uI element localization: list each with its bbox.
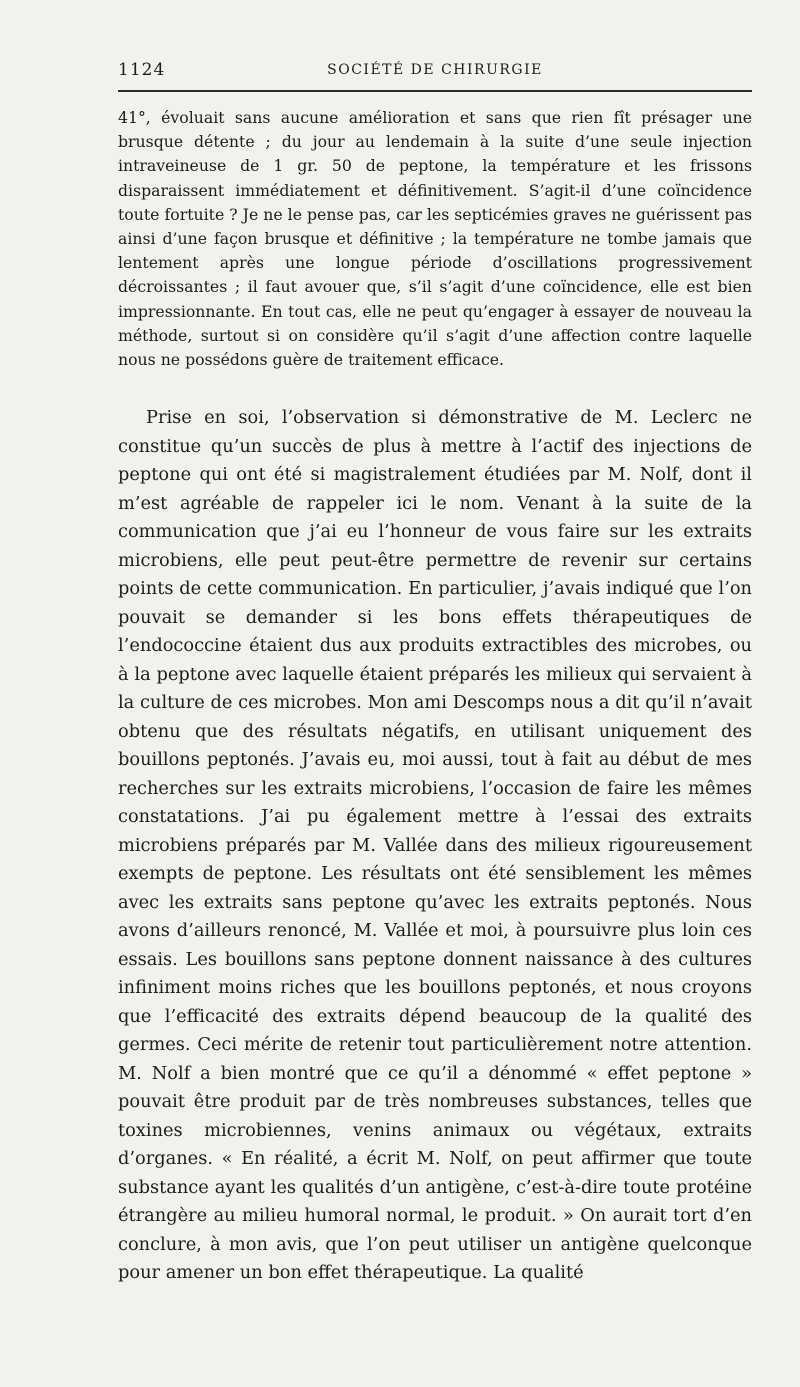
paragraph-main: Prise en soi, l’observation si démonstrative de M. Leclerc ne constitue qu’un succès de plus à mettre à l’actif des injections de peptone qui ont été si magistralement étudiées par M. Nolf, dont il m’est agréable de rappeler ici le nom. Venant à la suite de la communication que j’ai eu l’honneur de vous faire sur les extraits microbiens, elle peut peut-être permettre de revenir sur certains points de cette communication. En particulier, j’avais indiqué que l’on pouvait se demander si les bons effets thérapeutiques de l’endococcine étaient dus aux produits extractibles des microbes, ou à la peptone avec laquelle étaient préparés les milieux qui servaient à la culture de ces microbes. Mon ami Descomps nous a dit qu’il n’avait obtenu que des résultats négatifs, en utilisant uniquement des bouillons peptonés. J’avais eu, moi aussi, tout à fait au début de mes recherches sur les extraits microbiens, l’occasion de faire les mêmes constatations. J’ai pu également mettre à l’essai des extraits microbiens préparés par M. Vallée dans des milieux rigoureusement exempts de peptone. Les résultats ont été sensiblement les mêmes avec les extraits sans peptone qu’avec les extraits peptonés. Nous avons d’ailleurs renoncé, M. Vallée et moi, à poursuivre plus loin ces essais. Les bouillons sans peptone donnent naissance à des cultures infiniment moins riches que les bouillons peptonés, et nous croyons que l’efficacité des extraits dépend beaucoup de la qualité des germes. Ceci mérite de retenir tout particulièrement notre attention. M. Nolf a bien montré que ce qu’il a dénommé « effet peptone » pouvait être produit par de très nombreuses substances, telles que toxines microbiennes, venins animaux ou végétaux, extraits d’organes. « En réalité, a écrit M. Nolf, on peut affirmer que toute substance ayant les qualités d’un antigène, c’est-à-dire toute protéine étrangère au milieu humoral normal, le produit. » On aurait tort d’en conclure, à mon avis, que l’on peut utiliser un antigène quelconque pour amener un bon effet thérapeutique. La qualité: [118, 407, 752, 1284]
book-page: [118, 56, 752, 1288]
running-header: [118, 56, 752, 90]
header-rule: [118, 90, 752, 92]
paragraph-continued: 41°, évoluait sans aucune amélioration et sans que rien fît présager une brusque détente ; du jour au lendemain à la suite d’une seule injection intraveineuse de 1 gr. 50 de peptone, la température et les frissons disparaissent immédiatement et définitivement. S’agit-il d’une coïncidence toute fortuite ? Je ne le pense pas, car les septicémies graves ne guérissent pas ainsi d’une façon brusque et définitive ; la température ne tombe jamais que lentement après une longue période d’oscillations progressivement décroissantes ; il faut avouer que, s’il s’agit d’une coïncidence, elle est bien impressionnante. En tout cas, elle ne peut qu’engager à essayer de nouveau la méthode, surtout si on considère qu’il s’agit d’une affection contre laquelle nous ne possédons guère de traitement efficace.: [118, 108, 752, 370]
page-number: 1124: [118, 60, 166, 80]
journal-title: SOCIÉTÉ DE CHIRURGIE: [327, 62, 543, 78]
